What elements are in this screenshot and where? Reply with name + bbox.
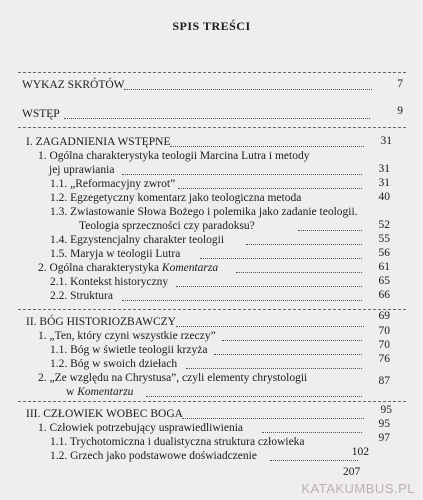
toc-subsection: 1.2. Grzech jako podstawowe doświadczenie <box>50 450 257 462</box>
page-number: 9 <box>397 105 403 117</box>
page-number: 87 <box>378 375 390 387</box>
page-number: 61 <box>378 261 390 273</box>
leader-dots <box>122 174 362 175</box>
page-number: 76 <box>378 353 390 365</box>
leader-dots <box>170 146 364 147</box>
leader-dots <box>200 258 362 259</box>
toc-section: 1. Człowiek potrzebujący usprawiedliwienia <box>38 422 244 434</box>
leader-dots <box>176 286 362 287</box>
page-folio: 207 <box>343 466 361 478</box>
toc-chapter-3: III. CZŁOWIEK WOBEC BOGA <box>26 408 183 420</box>
watermark: KATAKUMBUS.PL <box>301 481 415 496</box>
page-number: 65 <box>378 275 390 287</box>
leader-dots <box>182 418 364 419</box>
toc-subsection: 1.1. „Reformacyjny zwrot” <box>50 178 176 190</box>
toc-subsection-line2: Teologia sprzeczności czy paradoksu? <box>79 220 255 232</box>
toc-section-line1: 2. „Ze względu na Chrystusa”, czyli elementy chrystologii <box>38 372 308 384</box>
toc-subsection: 1.2. Bóg w swoich dziełach <box>50 358 178 370</box>
toc-subsection: 1.2. Egzegetyczny komentarz jako teologiczna metoda <box>50 192 302 204</box>
leader-dots <box>186 368 362 369</box>
section-label: w <box>66 386 75 398</box>
toc-section-line2 <box>66 386 133 399</box>
toc-subsection: 1.3. Zwiastowanie Słowa Bożego i polemika jako zadanie teologii. <box>50 206 358 218</box>
leader-dots <box>246 244 362 245</box>
toc-subsection: 1.5. Maryja w teologii Lutra <box>50 248 181 260</box>
page-number: 97 <box>378 432 390 444</box>
section-label: 2. Ogólna charakterystyka <box>38 262 160 274</box>
toc-chapter-1: I. ZAGADNIENIA WSTĘPNE <box>26 136 171 148</box>
leader-dots <box>236 272 362 273</box>
section-label-italic: Komentarza <box>161 262 219 274</box>
page-number: 31 <box>378 163 390 175</box>
page-number: 40 <box>378 191 390 203</box>
page-title: SPIS TREŚCI <box>172 19 251 33</box>
page-number: 95 <box>378 418 390 430</box>
toc-section-1-1-line2: jej uprawiania <box>49 164 115 176</box>
page-number: 52 <box>378 219 390 231</box>
section-label-italic: Komentarzu <box>77 386 134 398</box>
page-number: 55 <box>378 233 390 245</box>
toc-subsection: 2.2. Struktura <box>50 290 113 302</box>
page-number: 95 <box>380 404 392 416</box>
leader-dots <box>214 354 362 355</box>
toc-entry-introduction: WSTĘP <box>22 108 60 120</box>
page-number: 66 <box>378 289 390 301</box>
toc-section <box>38 262 218 275</box>
leader-dots <box>124 89 372 90</box>
page-number: 7 <box>397 78 403 90</box>
page-number: 31 <box>380 135 392 147</box>
divider <box>18 127 406 128</box>
toc-subsection: 1.4. Egzystencjalny charakter teologii <box>50 234 225 246</box>
toc-subsection: 1.1. Trychotomiczna i dualistyczna struktura człowieka <box>50 436 305 448</box>
page-number: 70 <box>378 325 390 337</box>
toc-subsection: 1.1. Bóg w świetle teologii krzyża <box>50 344 208 356</box>
leader-dots <box>270 460 358 461</box>
leader-dots <box>222 340 362 341</box>
leader-dots <box>122 300 362 301</box>
toc-chapter-2: II. BÓG HISTORIOZBAWCZY <box>26 316 176 328</box>
page-number: 69 <box>378 310 390 322</box>
toc-section: 1. „Ten, który czyni wszystkie rzeczy” <box>38 330 216 342</box>
leader-dots <box>178 188 362 189</box>
leader-dots <box>64 118 370 119</box>
divider <box>18 401 406 402</box>
page-number: 31 <box>378 177 390 189</box>
toc-section-1-1-line1: 1. Ogólna charakterystyka teologii Marcina Lutra i metody <box>38 150 310 162</box>
divider <box>18 72 406 73</box>
leader-dots <box>176 326 364 327</box>
divider <box>18 309 406 310</box>
page-number: 70 <box>378 339 390 351</box>
toc-entry-abbreviations: WYKAZ SKRÓTÓW <box>22 79 125 91</box>
toc-subsection: 2.1. Kontekst historyczny <box>50 276 169 288</box>
page-number: 56 <box>378 247 390 259</box>
leader-dots <box>262 432 362 433</box>
leader-dots <box>146 396 362 397</box>
page-number: 102 <box>351 446 369 458</box>
